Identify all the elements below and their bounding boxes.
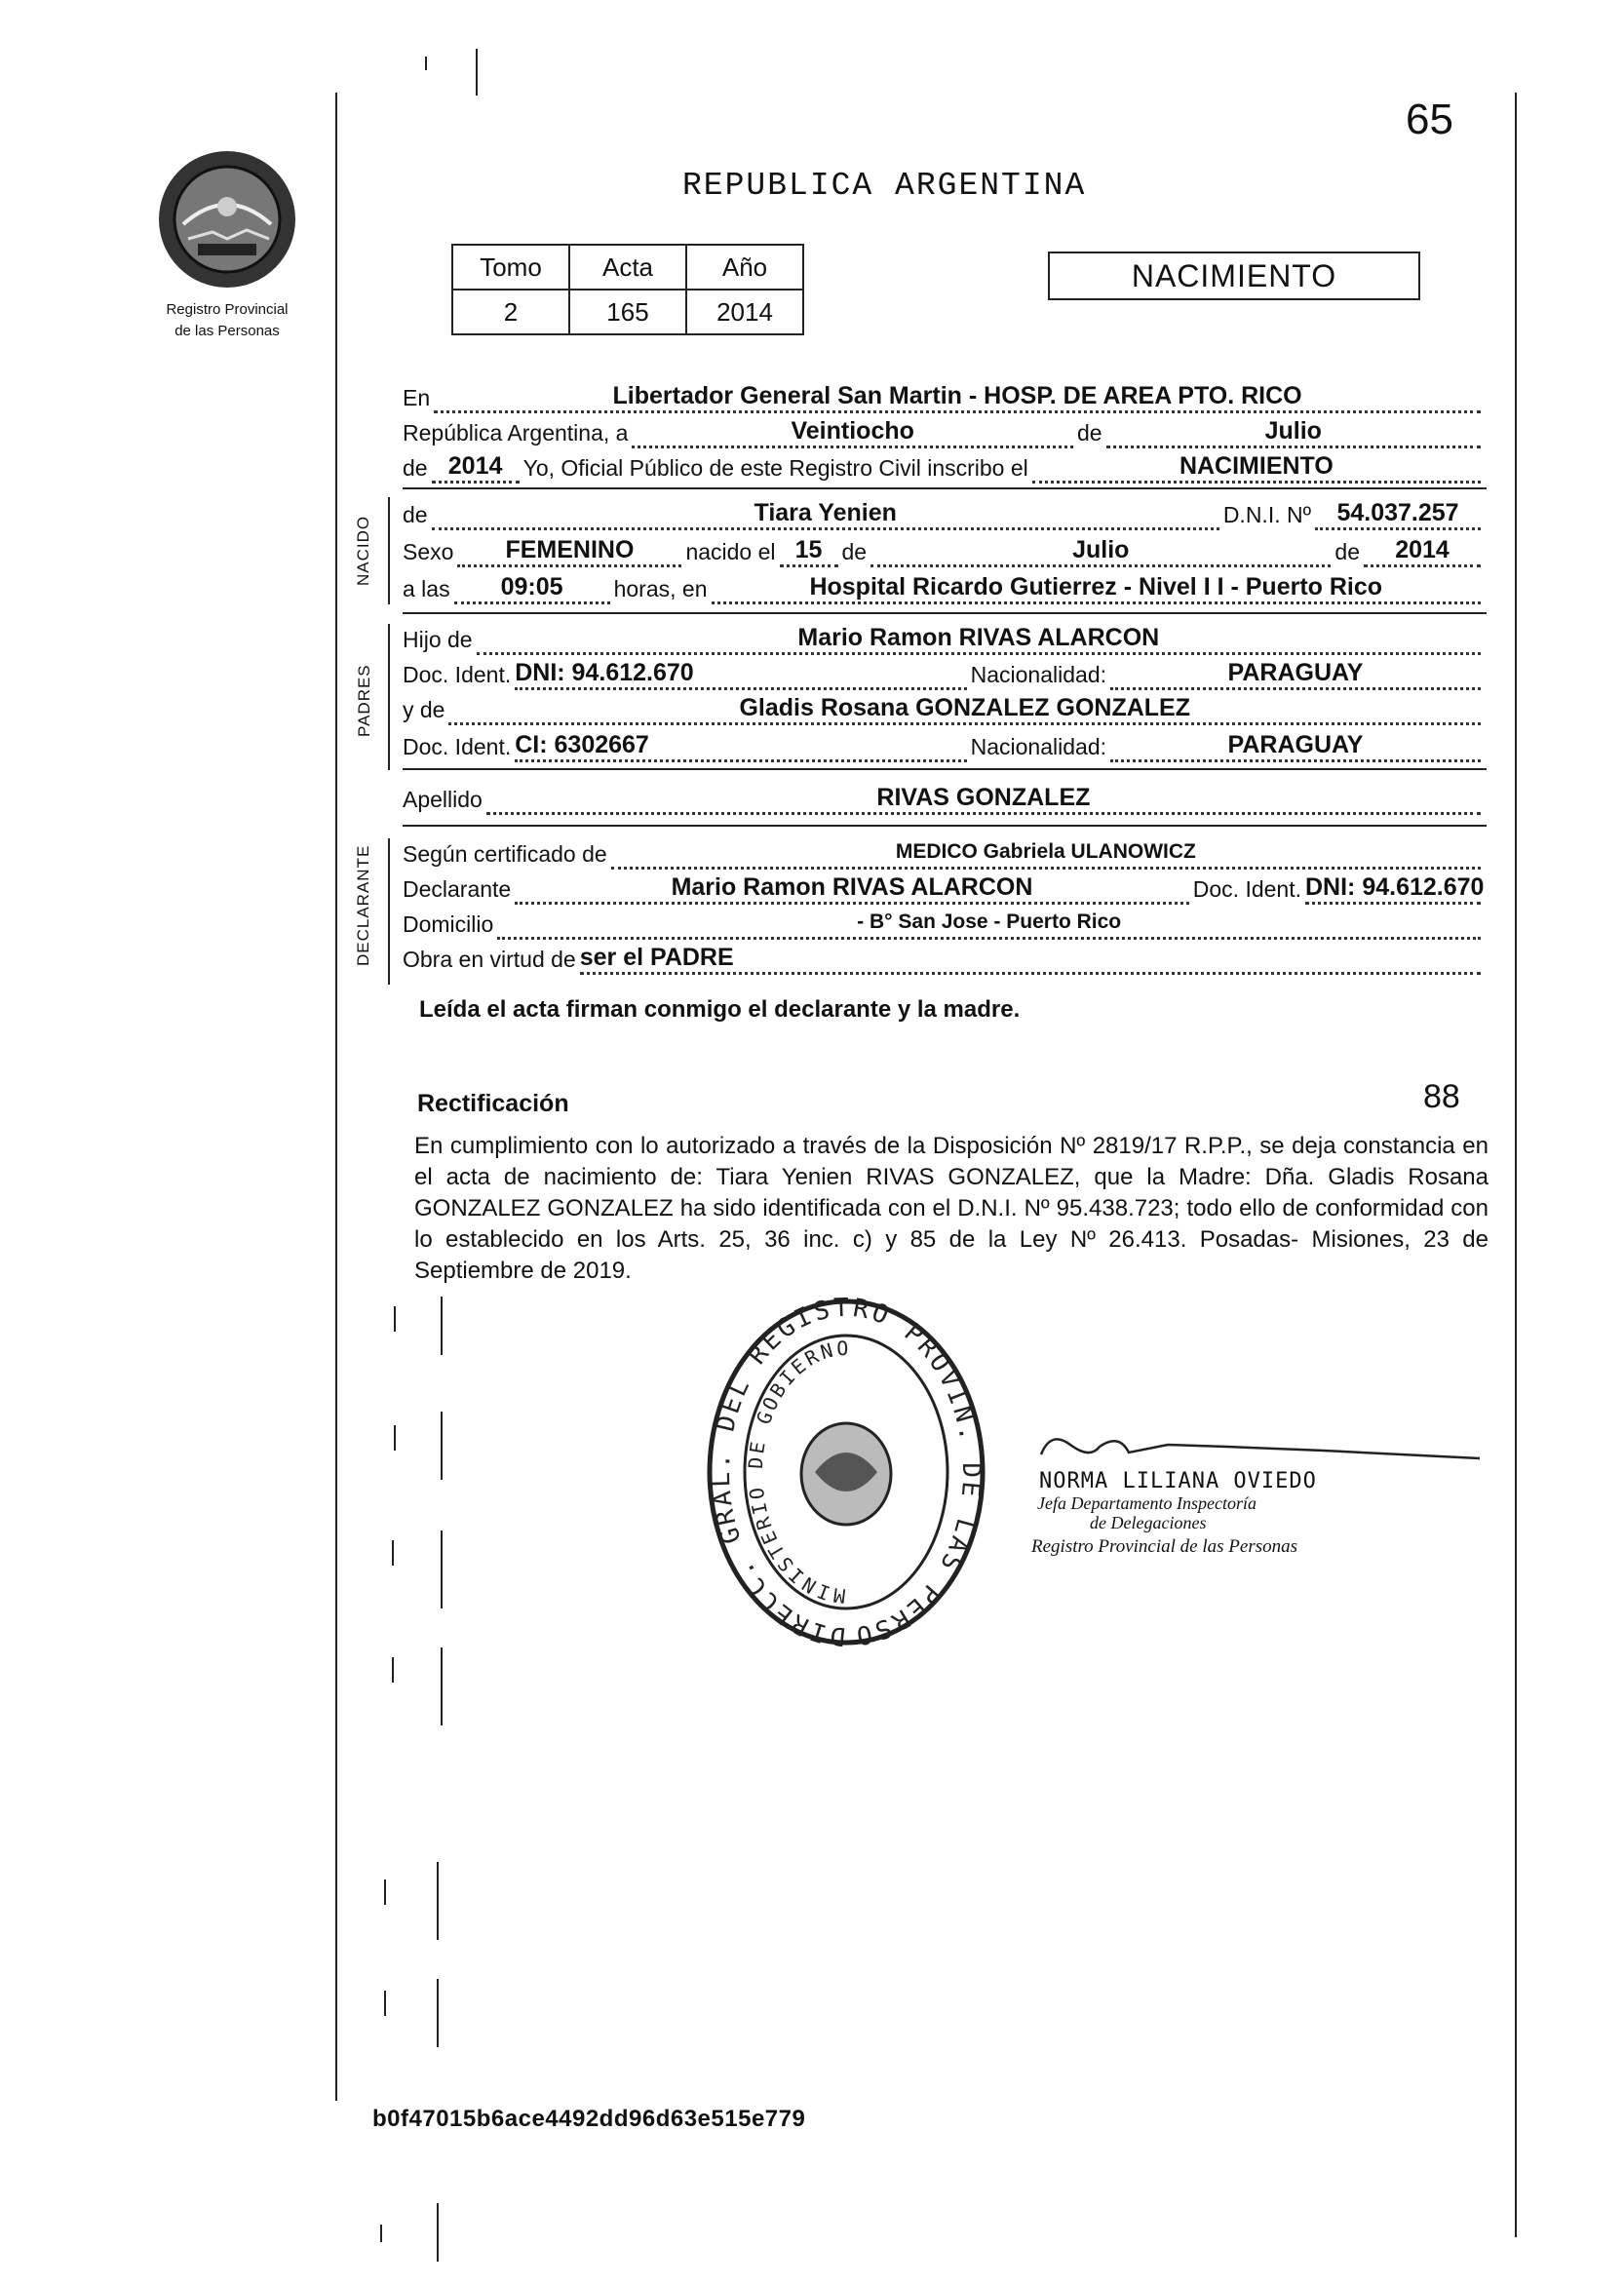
left-margin-rule [335, 93, 337, 2101]
declarante-doc-label: Doc. Ident. [1192, 876, 1301, 902]
madre-nac-value: PARAGUAY [1110, 731, 1481, 762]
scan-mark [392, 1657, 394, 1683]
signatory-role-line1: Jefa Departamento Inspectoría [1037, 1493, 1257, 1513]
en-label: En [403, 385, 431, 410]
right-margin-rule [1515, 93, 1517, 2237]
scan-mark [380, 2225, 382, 2242]
scan-mark [437, 1979, 439, 2047]
doc-ident-label: Doc. Ident. [403, 662, 512, 687]
stamp-inner-text: MINISTERIO DE GOBIERNO [743, 1336, 852, 1608]
de-label: de [1076, 420, 1102, 446]
form-line-domicilio [403, 905, 1485, 940]
nac-de2-label: de [1334, 539, 1360, 564]
scan-mark [392, 1540, 394, 1566]
de2-label: de [403, 502, 428, 527]
sexo-label: Sexo [403, 539, 454, 564]
signatory-name: NORMA LILIANA OVIEDO [1039, 1469, 1317, 1493]
scan-mark [437, 1862, 439, 1940]
scan-mark [441, 1530, 443, 1608]
rectificacion-title: Rectificación [417, 1090, 569, 1117]
form-line-hora [403, 569, 1485, 604]
logo-caption-line2: de las Personas [174, 323, 280, 339]
domicilio-label: Domicilio [403, 911, 494, 937]
madre-doc-value: CI: 6302667 [515, 731, 966, 762]
section-label-padres: PADRES [355, 664, 373, 737]
signature-block [1031, 1425, 1489, 1558]
provincial-seal-icon [154, 146, 300, 292]
nac-year-value: 2014 [1364, 536, 1481, 567]
form-line-en [403, 378, 1485, 413]
form-line-segun [403, 834, 1485, 870]
obra-label: Obra en virtud de [403, 947, 576, 972]
closing-statement: Leída el acta firman conmigo el declarante y la madre. [419, 996, 1021, 1023]
nacionalidad-label: Nacionalidad: [970, 662, 1106, 687]
domicilio-value: - B° San Jose - Puerto Rico [497, 909, 1481, 940]
scan-mark [476, 49, 478, 96]
hijo-label: Hijo de [403, 627, 473, 652]
form-line-padre-doc [403, 655, 1485, 690]
official-stamp [700, 1297, 992, 1652]
horas-label: horas, en [613, 576, 708, 601]
nombre-value: Tiara Yenien [432, 499, 1219, 530]
en-value: Libertador General San Martin - HOSP. DE AREA PTO. RICO [434, 382, 1481, 413]
rectificacion-body: En cumplimiento con lo autorizado a través de la Disposición Nº 2819/17 R.P.P., se deja constancia en el acta de nacimiento de: Tiara Yenien RIVAS GONZALEZ, que la Madre: Dña. Gladis Rosana GONZALEZ GONZALEZ ha sido identificada con el D.N.I. Nº 95.438.723; todo ello de conformidad con lo establecido en los Arts. 25, 36 inc. c) y 85 de la Ley Nº 26.413. Posadas- Misiones, 23 de Septiembre de 2019. [414, 1133, 1489, 1284]
year-label: de [403, 455, 428, 481]
section-divider [403, 768, 1487, 770]
declarante-label: Declarante [403, 876, 512, 902]
apellido-value: RIVAS GONZALEZ [486, 784, 1481, 815]
rectificacion-number: 88 [1423, 1078, 1460, 1115]
oficial-text: Yo, Oficial Público de este Registro Civil inscribo el [522, 455, 1028, 481]
register-header-row [452, 245, 803, 290]
dni-value: 54.037.257 [1315, 499, 1481, 530]
form-line-nombre [403, 495, 1485, 530]
padre-doc-value: DNI: 94.612.670 [515, 659, 966, 690]
form-line-apellido [403, 780, 1485, 815]
day-value: Veintiocho [632, 417, 1073, 448]
form-line-hijo [403, 620, 1485, 655]
alas-label: a las [403, 576, 450, 601]
year-value: 2014 [432, 452, 520, 484]
nac-month-value: Julio [870, 536, 1331, 567]
form-line-madre [403, 690, 1485, 725]
scan-mark [384, 1879, 386, 1905]
obra-value: ser el PADRE [580, 944, 1481, 975]
form-line-date [403, 413, 1485, 448]
doc-ident-label: Doc. Ident. [403, 734, 512, 759]
apellido-label: Apellido [403, 787, 483, 812]
nac-day-value: 15 [780, 536, 838, 567]
hora-value: 09:05 [454, 573, 610, 604]
register-value-acta: 165 [569, 290, 686, 334]
signatory-role-line2: de Delegaciones [1090, 1513, 1207, 1532]
month-value: Julio [1106, 417, 1481, 448]
section-bar-nacido [388, 497, 390, 604]
padre-nac-value: PARAGUAY [1110, 659, 1481, 690]
logo-caption-line1: Registro Provincial [166, 301, 289, 318]
register-value-tomo: 2 [452, 290, 569, 334]
stamp-seal-icon [700, 1297, 992, 1647]
section-divider [403, 825, 1487, 827]
yde-label: y de [403, 697, 445, 722]
document-hash: b0f47015b6ace4492dd96d63e515e779 [372, 2106, 806, 2132]
form-line-inscribo [403, 448, 1485, 484]
stamp-ring-text: DIRECC. GRAL. DEL REGISTRO PROVIN. DE LAS PERSO [706, 1297, 986, 1647]
register-value-anio: 2014 [686, 290, 803, 334]
record-type-box: NACIMIENTO [1048, 252, 1420, 300]
scan-mark [441, 1647, 443, 1725]
scan-mark [394, 1425, 396, 1451]
republica-label: República Argentina, a [403, 420, 629, 446]
nacido-label: nacido el [685, 539, 776, 564]
form-line-madre-doc [403, 727, 1485, 762]
register-table [451, 244, 804, 335]
signatory-registry: Registro Provincial de las Personas [1031, 1536, 1298, 1557]
form-line-sexo [403, 532, 1485, 567]
section-label-nacido: NACIDO [354, 515, 372, 586]
section-label-declarante: DECLARANTE [354, 844, 372, 966]
declarante-value: Mario Ramon RIVAS ALARCON [515, 873, 1189, 905]
scan-mark [437, 2203, 439, 2262]
scan-mark [384, 1991, 386, 2016]
form-line-obra [403, 940, 1485, 975]
scan-mark [441, 1297, 443, 1355]
register-header-anio: Año [686, 245, 803, 290]
madre-value: Gladis Rosana GONZALEZ GONZALEZ [448, 694, 1481, 725]
nacionalidad-label: Nacionalidad: [970, 734, 1106, 759]
scan-mark [394, 1306, 396, 1332]
scan-mark [425, 57, 427, 70]
segun-label: Según certificado de [403, 841, 607, 867]
padre-value: Mario Ramon RIVAS ALARCON [477, 624, 1481, 655]
document-title: REPUBLICA ARGENTINA [682, 168, 1087, 204]
registry-logo [144, 146, 310, 340]
section-divider [403, 487, 1487, 489]
declarante-doc-value: DNI: 94.612.670 [1305, 873, 1481, 905]
page-number: 65 [1406, 96, 1453, 143]
handwritten-signature [1031, 1425, 1489, 1464]
segun-value: MEDICO Gabriela ULANOWICZ [611, 838, 1481, 870]
register-header-tomo: Tomo [452, 245, 569, 290]
sexo-value: FEMENINO [457, 536, 681, 567]
section-bar-padres [388, 624, 390, 770]
section-divider [403, 612, 1487, 614]
nac-de-label: de [841, 539, 868, 564]
register-header-acta: Acta [569, 245, 686, 290]
lugar-value: Hospital Ricardo Gutierrez - Nivel I I - Puerto Rico [712, 573, 1482, 604]
form-line-declarante [403, 870, 1485, 905]
register-value-row [452, 290, 803, 334]
dni-label: D.N.I. Nº [1222, 502, 1311, 527]
scan-mark [441, 1412, 443, 1480]
inscribo-value: NACIMIENTO [1032, 452, 1481, 484]
section-bar-declarante [388, 838, 390, 985]
